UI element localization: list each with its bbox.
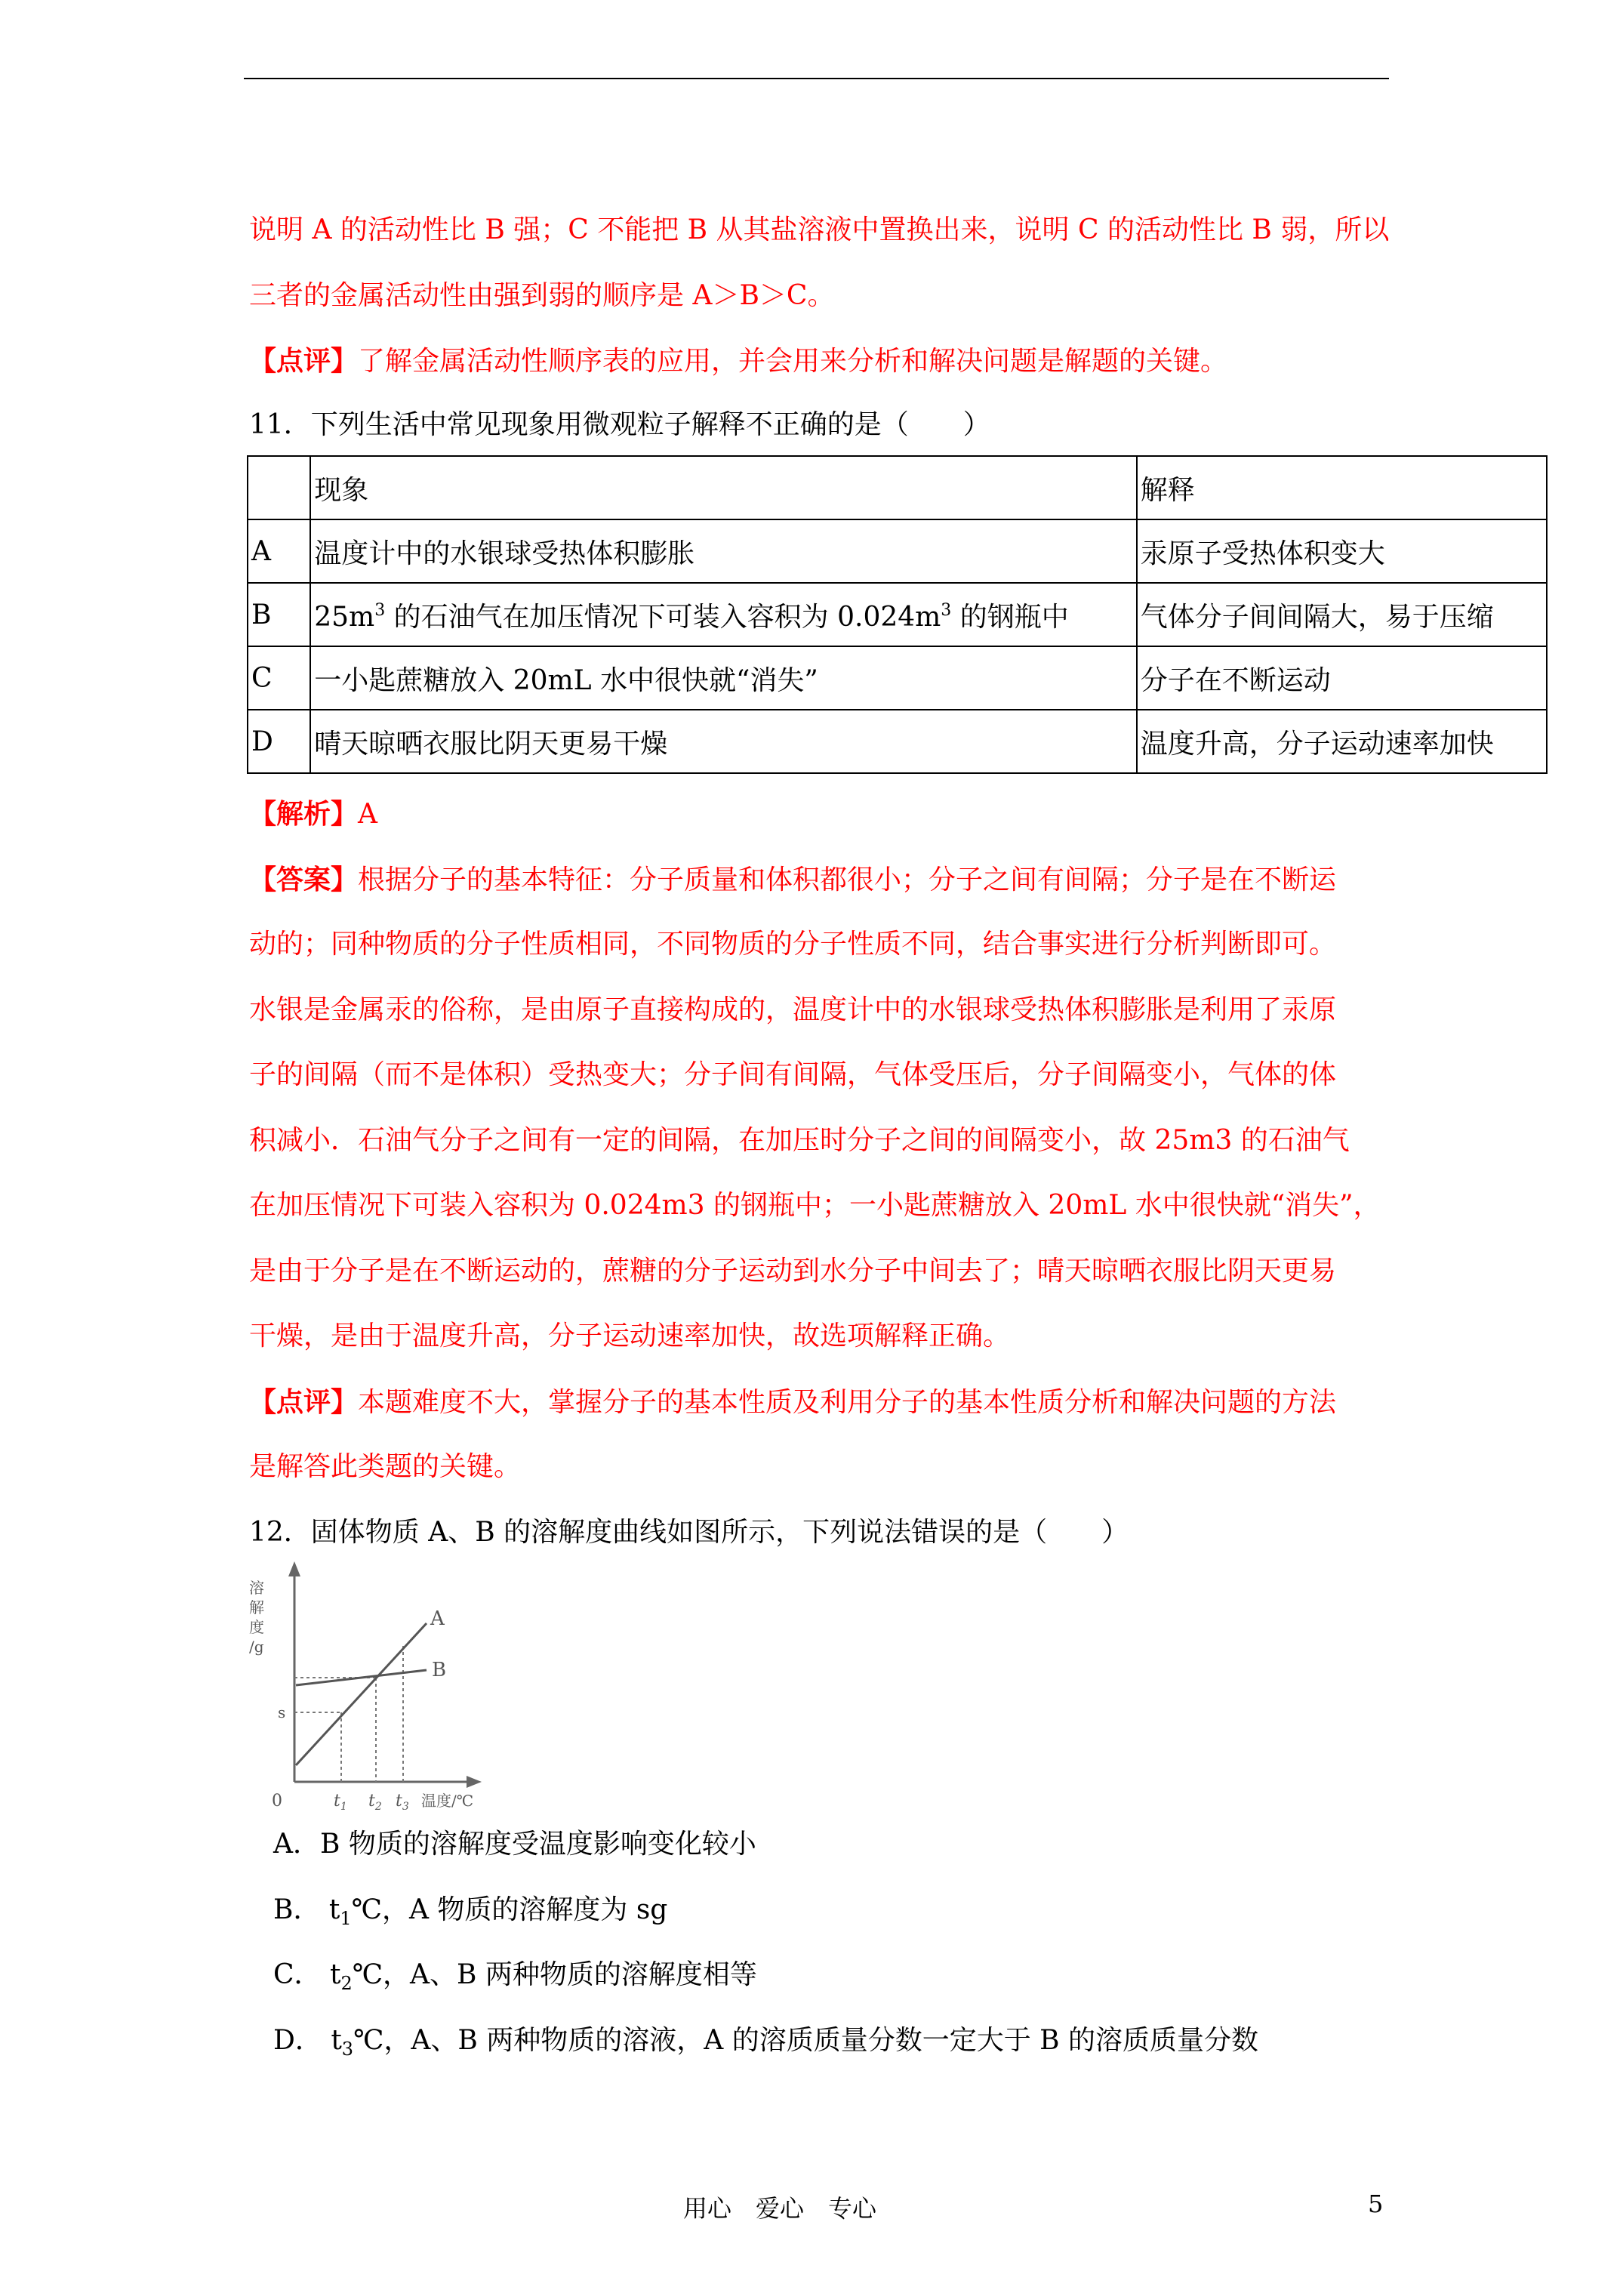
phen-pre: 25m xyxy=(314,601,375,633)
q11-answer-line-2: 动的；同种物质的分子性质相同，不同物质的分子性质不同，结合事实进行分析判断即可。 xyxy=(249,929,1337,960)
prev-answer-line-1: 说明 A 的活动性比 B 强；C 不能把 B 从其盐溶液中置换出来，说明 C 的活动性比 B 弱，所以 xyxy=(249,214,1390,245)
q11-analysis xyxy=(249,795,377,834)
analysis-text: A xyxy=(358,799,378,830)
row-phenomenon: 温度计中的水银球受热体积膨胀 xyxy=(310,519,1137,583)
curve-a-label: A xyxy=(430,1607,445,1630)
option-t: t xyxy=(328,1894,340,1925)
solubility-graph xyxy=(242,1555,498,1813)
t1-label: $t_1$ xyxy=(334,1792,347,1813)
row-explanation: 分子在不断运动 xyxy=(1137,646,1547,710)
y-label-3: 度 xyxy=(249,1618,264,1636)
table-row xyxy=(248,583,1547,646)
row-label: A xyxy=(248,519,310,583)
option-sub: 3 xyxy=(341,2039,354,2060)
option-text: ℃，A、B 两种物质的溶解度相等 xyxy=(352,1959,757,1990)
q11-answer-line-4: 子的间隔（而不是体积）受热变大；分子间有间隔，气体受压后，分子间隔变小，气体的体 xyxy=(249,1059,1337,1090)
q11-answer-line-1 xyxy=(249,861,1336,899)
q11-stem: 11．下列生活中常见现象用微观粒子解释不正确的是（ ） xyxy=(249,409,990,440)
option-sub: 1 xyxy=(340,1908,352,1929)
row-explanation: 汞原子受热体积变大 xyxy=(1137,519,1547,583)
header-blank xyxy=(248,456,310,519)
review-tag: 【点评】 xyxy=(249,345,359,377)
q11-answer-line-7: 是由于分子是在不断运动的，蔗糖的分子运动到水分子中间去了；晴天晾晒衣服比阴天更易 xyxy=(249,1256,1337,1287)
q12-stem: 12．固体物质 A、B 的溶解度曲线如图所示，下列说法错误的是（ ） xyxy=(249,1517,1129,1548)
q11-table xyxy=(247,455,1548,774)
option-text: ℃，A 物质的溶解度为 sg xyxy=(351,1894,668,1925)
q11-review-line-1 xyxy=(249,1383,1336,1422)
header-explanation: 解释 xyxy=(1137,456,1547,519)
q12-option-c xyxy=(273,1956,757,1994)
y-label-2: 解 xyxy=(249,1598,264,1616)
q11-review-line-2: 是解答此类题的关键。 xyxy=(249,1451,522,1482)
review-text: 了解金属活动性顺序表的应用，并会用来分析和解决问题是解题的关键。 xyxy=(358,346,1228,377)
x-axis-label: 温度/℃ xyxy=(421,1792,474,1810)
answer-tag: 【答案】 xyxy=(249,864,359,895)
page-number: 5 xyxy=(1368,2190,1384,2218)
q11-answer-line-8: 干燥，是由于温度升高，分子运动速率加快，故选项解释正确。 xyxy=(249,1321,1011,1351)
t2-label: $t_2$ xyxy=(368,1792,382,1813)
footer-motto: 用心 爱心 专心 xyxy=(683,2194,877,2223)
curve-b-label: B xyxy=(432,1659,447,1681)
x-axis-arrow xyxy=(467,1776,482,1788)
y-axis-arrow xyxy=(288,1561,300,1576)
review-text: 本题难度不大，掌握分子的基本性质及利用分子的基本性质分析和解决问题的方法 xyxy=(358,1387,1337,1418)
option-label: C． xyxy=(273,1959,322,1990)
answer-text: 根据分子的基本特征：分子质量和体积都很小；分子之间有间隔；分子是在不断运 xyxy=(358,864,1337,895)
row-label: D xyxy=(248,710,310,773)
option-t: t xyxy=(331,2025,342,2056)
header-phenomenon: 现象 xyxy=(310,456,1137,519)
row-phenomenon: 晴天晾晒衣服比阴天更易干燥 xyxy=(310,710,1137,773)
y-label-1: 溶 xyxy=(249,1579,264,1597)
table-row xyxy=(248,519,1547,583)
option-text: ℃，A、B 两种物质的溶液，A 的溶质质量分数一定大于 B 的溶质质量分数 xyxy=(353,2025,1259,2056)
row-phenomenon xyxy=(310,583,1137,646)
prev-review xyxy=(249,342,1227,381)
q12-option-a xyxy=(273,1826,756,1863)
t3-label: $t_3$ xyxy=(396,1792,409,1813)
origin-label: 0 xyxy=(272,1792,282,1811)
y-label-4: /g xyxy=(249,1638,264,1656)
s-label: s xyxy=(278,1703,286,1721)
q11-answer-line-3: 水银是金属汞的俗称，是由原子直接构成的，温度计中的水银球受热体积膨胀是利用了汞原 xyxy=(249,994,1337,1025)
q12-option-b xyxy=(273,1891,667,1929)
header-rule xyxy=(244,78,1389,79)
q11-answer-line-6: 在加压情况下可装入容积为 0.024m3 的钢瓶中；一小匙蔗糖放入 20mL 水中很快就“消失”， xyxy=(249,1190,1381,1221)
phen-sup1: 3 xyxy=(374,600,386,620)
phen-mid: 的石油气在加压情况下可装入容积为 0.024m xyxy=(385,601,941,633)
option-sub: 2 xyxy=(340,1973,353,1994)
row-explanation: 气体分子间间隔大，易于压缩 xyxy=(1137,583,1547,646)
option-t: t xyxy=(330,1959,341,1990)
row-label: C xyxy=(248,646,310,710)
row-explanation: 温度升高，分子运动速率加快 xyxy=(1137,710,1547,773)
q12-option-d xyxy=(273,2022,1258,2060)
table-header-row xyxy=(248,456,1547,519)
option-label: D． xyxy=(273,2025,322,2056)
phen-post: 的钢瓶中 xyxy=(951,601,1069,633)
row-label: B xyxy=(248,583,310,646)
row-phenomenon: 一小匙蔗糖放入 20mL 水中很快就“消失” xyxy=(310,646,1137,710)
review-tag: 【点评】 xyxy=(249,1386,359,1418)
option-label: B． xyxy=(273,1894,321,1925)
option-text: B 物质的溶解度受温度影响变化较小 xyxy=(320,1829,756,1860)
table-row xyxy=(248,646,1547,710)
q11-answer-line-5: 积减小．石油气分子之间有一定的间隔，在加压时分子之间的间隔变小，故 25m3 的石油气 xyxy=(249,1125,1350,1156)
option-label: A． xyxy=(273,1829,320,1860)
phen-sup2: 3 xyxy=(941,600,952,620)
table-row xyxy=(248,710,1547,773)
curve-a xyxy=(296,1623,427,1765)
analysis-tag: 【解析】 xyxy=(249,798,359,830)
prev-answer-line-2: 三者的金属活动性由强到弱的顺序是 A＞B＞C。 xyxy=(249,280,835,311)
